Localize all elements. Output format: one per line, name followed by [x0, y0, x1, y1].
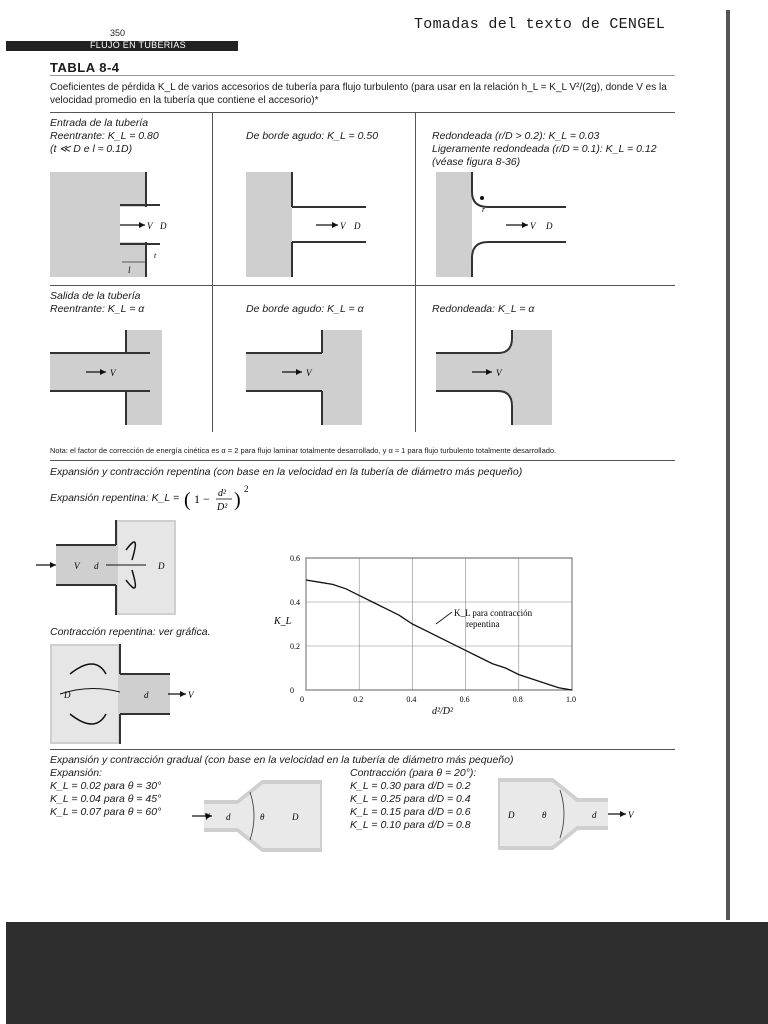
expansion-formula [184, 480, 254, 516]
label-V: V [530, 221, 536, 231]
label-V: V [147, 221, 153, 231]
label-D: D [160, 221, 167, 231]
label-D: D [64, 690, 71, 700]
gradual-contraction-item: K_L = 0.25 para d/D = 0.4 [350, 793, 471, 805]
svg-text:(: ( [184, 489, 191, 511]
chart-ticks [290, 554, 576, 704]
label-r: r [482, 205, 486, 214]
label-V: V [496, 368, 502, 378]
label-d: d [144, 690, 149, 700]
kl-contraction-chart [256, 548, 586, 718]
svg-text:2: 2 [244, 484, 249, 494]
column-divider [415, 112, 416, 432]
inlet-slightly-rounded: Ligeramente redondeada (r/D = 0.1): K_L = 0.12 [432, 143, 657, 155]
label-D: D [354, 221, 361, 231]
inlet-rounded: Redondeada (r/D > 0.2): K_L = 0.03 [432, 130, 600, 142]
gradual-contraction-item: K_L = 0.10 para d/D = 0.8 [350, 819, 471, 831]
label-d: d [226, 812, 231, 822]
outlet-heading: Salida de la tubería [50, 290, 141, 302]
inlet-reentrant-figure [50, 172, 167, 277]
column-divider [212, 112, 213, 432]
gradual-heading: Expansión y contracción gradual (con base en la velocidad en la tubería de diámetro más pequeño) [50, 754, 514, 766]
svg-text:): ) [234, 489, 241, 511]
label-V: V [204, 812, 210, 822]
table-divider [50, 285, 675, 286]
scan-dark-band [6, 922, 768, 1024]
label-theta: θ [542, 810, 547, 820]
y-tick-label: 0 [290, 686, 294, 695]
x-tick-label: 0 [300, 695, 304, 704]
gradual-contraction-figure [498, 776, 638, 852]
chart-grid [306, 558, 572, 690]
y-tick-label: 0.6 [290, 554, 300, 563]
label-D: D [546, 221, 553, 231]
table-divider [50, 749, 675, 750]
gradual-contraction-item: K_L = 0.15 para d/D = 0.6 [350, 806, 471, 818]
inlet-heading: Entrada de la tubería [50, 117, 149, 129]
chart-annotation: K_L para contracción repentina [454, 608, 533, 629]
label-l: l [128, 265, 131, 275]
inlet-sharp-figure [246, 172, 366, 277]
chart-ylabel: K_L [274, 616, 292, 627]
outlet-rounded: Redondeada: K_L = α [432, 303, 535, 315]
outlet-rounded-figure [436, 330, 552, 425]
inlet-rounded-figure [436, 172, 566, 277]
x-tick-label: 0.2 [353, 695, 364, 704]
outlet-reentrant-figure [50, 330, 162, 425]
header-note: Tomadas del texto de CENGEL [414, 16, 666, 33]
label-t: t [154, 251, 157, 260]
table-divider [50, 112, 675, 113]
x-tick-label: 1.0 [566, 695, 576, 704]
sudden-heading: Expansión y contracción repentina (con base en la velocidad en la tubería de diámetro más pequeño) [50, 466, 523, 478]
y-tick-label: 0.4 [290, 598, 300, 607]
gradual-expansion-item: K_L = 0.07 para θ = 60° [50, 806, 162, 818]
label-D: D [292, 812, 299, 822]
y-tick-label: 0.2 [290, 642, 300, 651]
label-V: V [188, 690, 194, 700]
label-theta: θ [260, 812, 265, 822]
x-tick-label: 0.8 [512, 695, 523, 704]
chart-xlabel: d²/D² [432, 706, 453, 717]
outlet-sharp-figure [246, 330, 362, 425]
inlet-reentrant: Reentrante: K_L = 0.80 [50, 130, 159, 142]
chart-frame [306, 558, 572, 690]
inlet-sharp: De borde agudo: K_L = 0.50 [246, 130, 379, 142]
sudden-expansion-label: Expansión repentina: K_L = [50, 492, 180, 504]
annotation-leader [436, 612, 452, 624]
table-rule [50, 75, 675, 76]
label-d: d [592, 810, 597, 820]
label-V: V [340, 221, 346, 231]
gradual-contraction-title: Contracción (para θ = 20°): [350, 767, 477, 779]
gradual-expansion-item: K_L = 0.02 para θ = 30° [50, 780, 162, 792]
label-V: V [628, 810, 634, 820]
sudden-contraction-figure [50, 644, 200, 744]
section-label: FLUJO EN TUBERÍAS [90, 40, 186, 50]
inlet-figure-ref: (véase figura 8-36) [432, 156, 521, 168]
table-divider [50, 460, 675, 461]
x-tick-label: 0.4 [406, 695, 417, 704]
sudden-contraction-label: Contracción repentina: ver gráfica. [50, 626, 211, 638]
table-caption: Coeficientes de pérdida K_L de varios accesorios de tubería para flujo turbulento (para usar en la relación h_L = K_L V²/(2g), donde V es la velocidad promedio en la tubería que contiene el accesorio)* [50, 82, 667, 106]
page-number: 350 [110, 28, 126, 38]
table-title: TABLA 8-4 [50, 60, 120, 75]
page-edge-shadow [726, 10, 730, 920]
x-tick-label: 0.6 [459, 695, 470, 704]
outlet-reentrant: Reentrante: K_L = α [50, 303, 145, 315]
kinetic-energy-note: Nota: el factor de corrección de energía cinética es α = 2 para flujo laminar totalmente desarrollado, y α ≈ 1 para flujo turbulento totalmente desarrollado. [50, 446, 557, 455]
gradual-expansion-title: Expansión: [50, 767, 102, 779]
label-D: D [508, 810, 515, 820]
kl-series-line [306, 580, 572, 690]
label-V: V [74, 561, 80, 571]
sudden-expansion-figure [36, 520, 176, 615]
inlet-reentrant-condition: (t ≪ D e l ≈ 0.1D) [50, 143, 133, 155]
gradual-contraction-item: K_L = 0.30 para d/D = 0.2 [350, 780, 471, 792]
label-D: D [158, 561, 165, 571]
svg-text:d²: d² [218, 488, 226, 499]
label-d: d [94, 561, 99, 571]
svg-text:D²: D² [217, 502, 228, 513]
outlet-sharp: De borde agudo: K_L = α [246, 303, 364, 315]
gradual-expansion-item: K_L = 0.04 para θ = 45° [50, 793, 162, 805]
label-V: V [306, 368, 312, 378]
svg-text:1 −: 1 − [194, 492, 210, 506]
label-V: V [110, 368, 116, 378]
gradual-expansion-figure [192, 778, 322, 854]
